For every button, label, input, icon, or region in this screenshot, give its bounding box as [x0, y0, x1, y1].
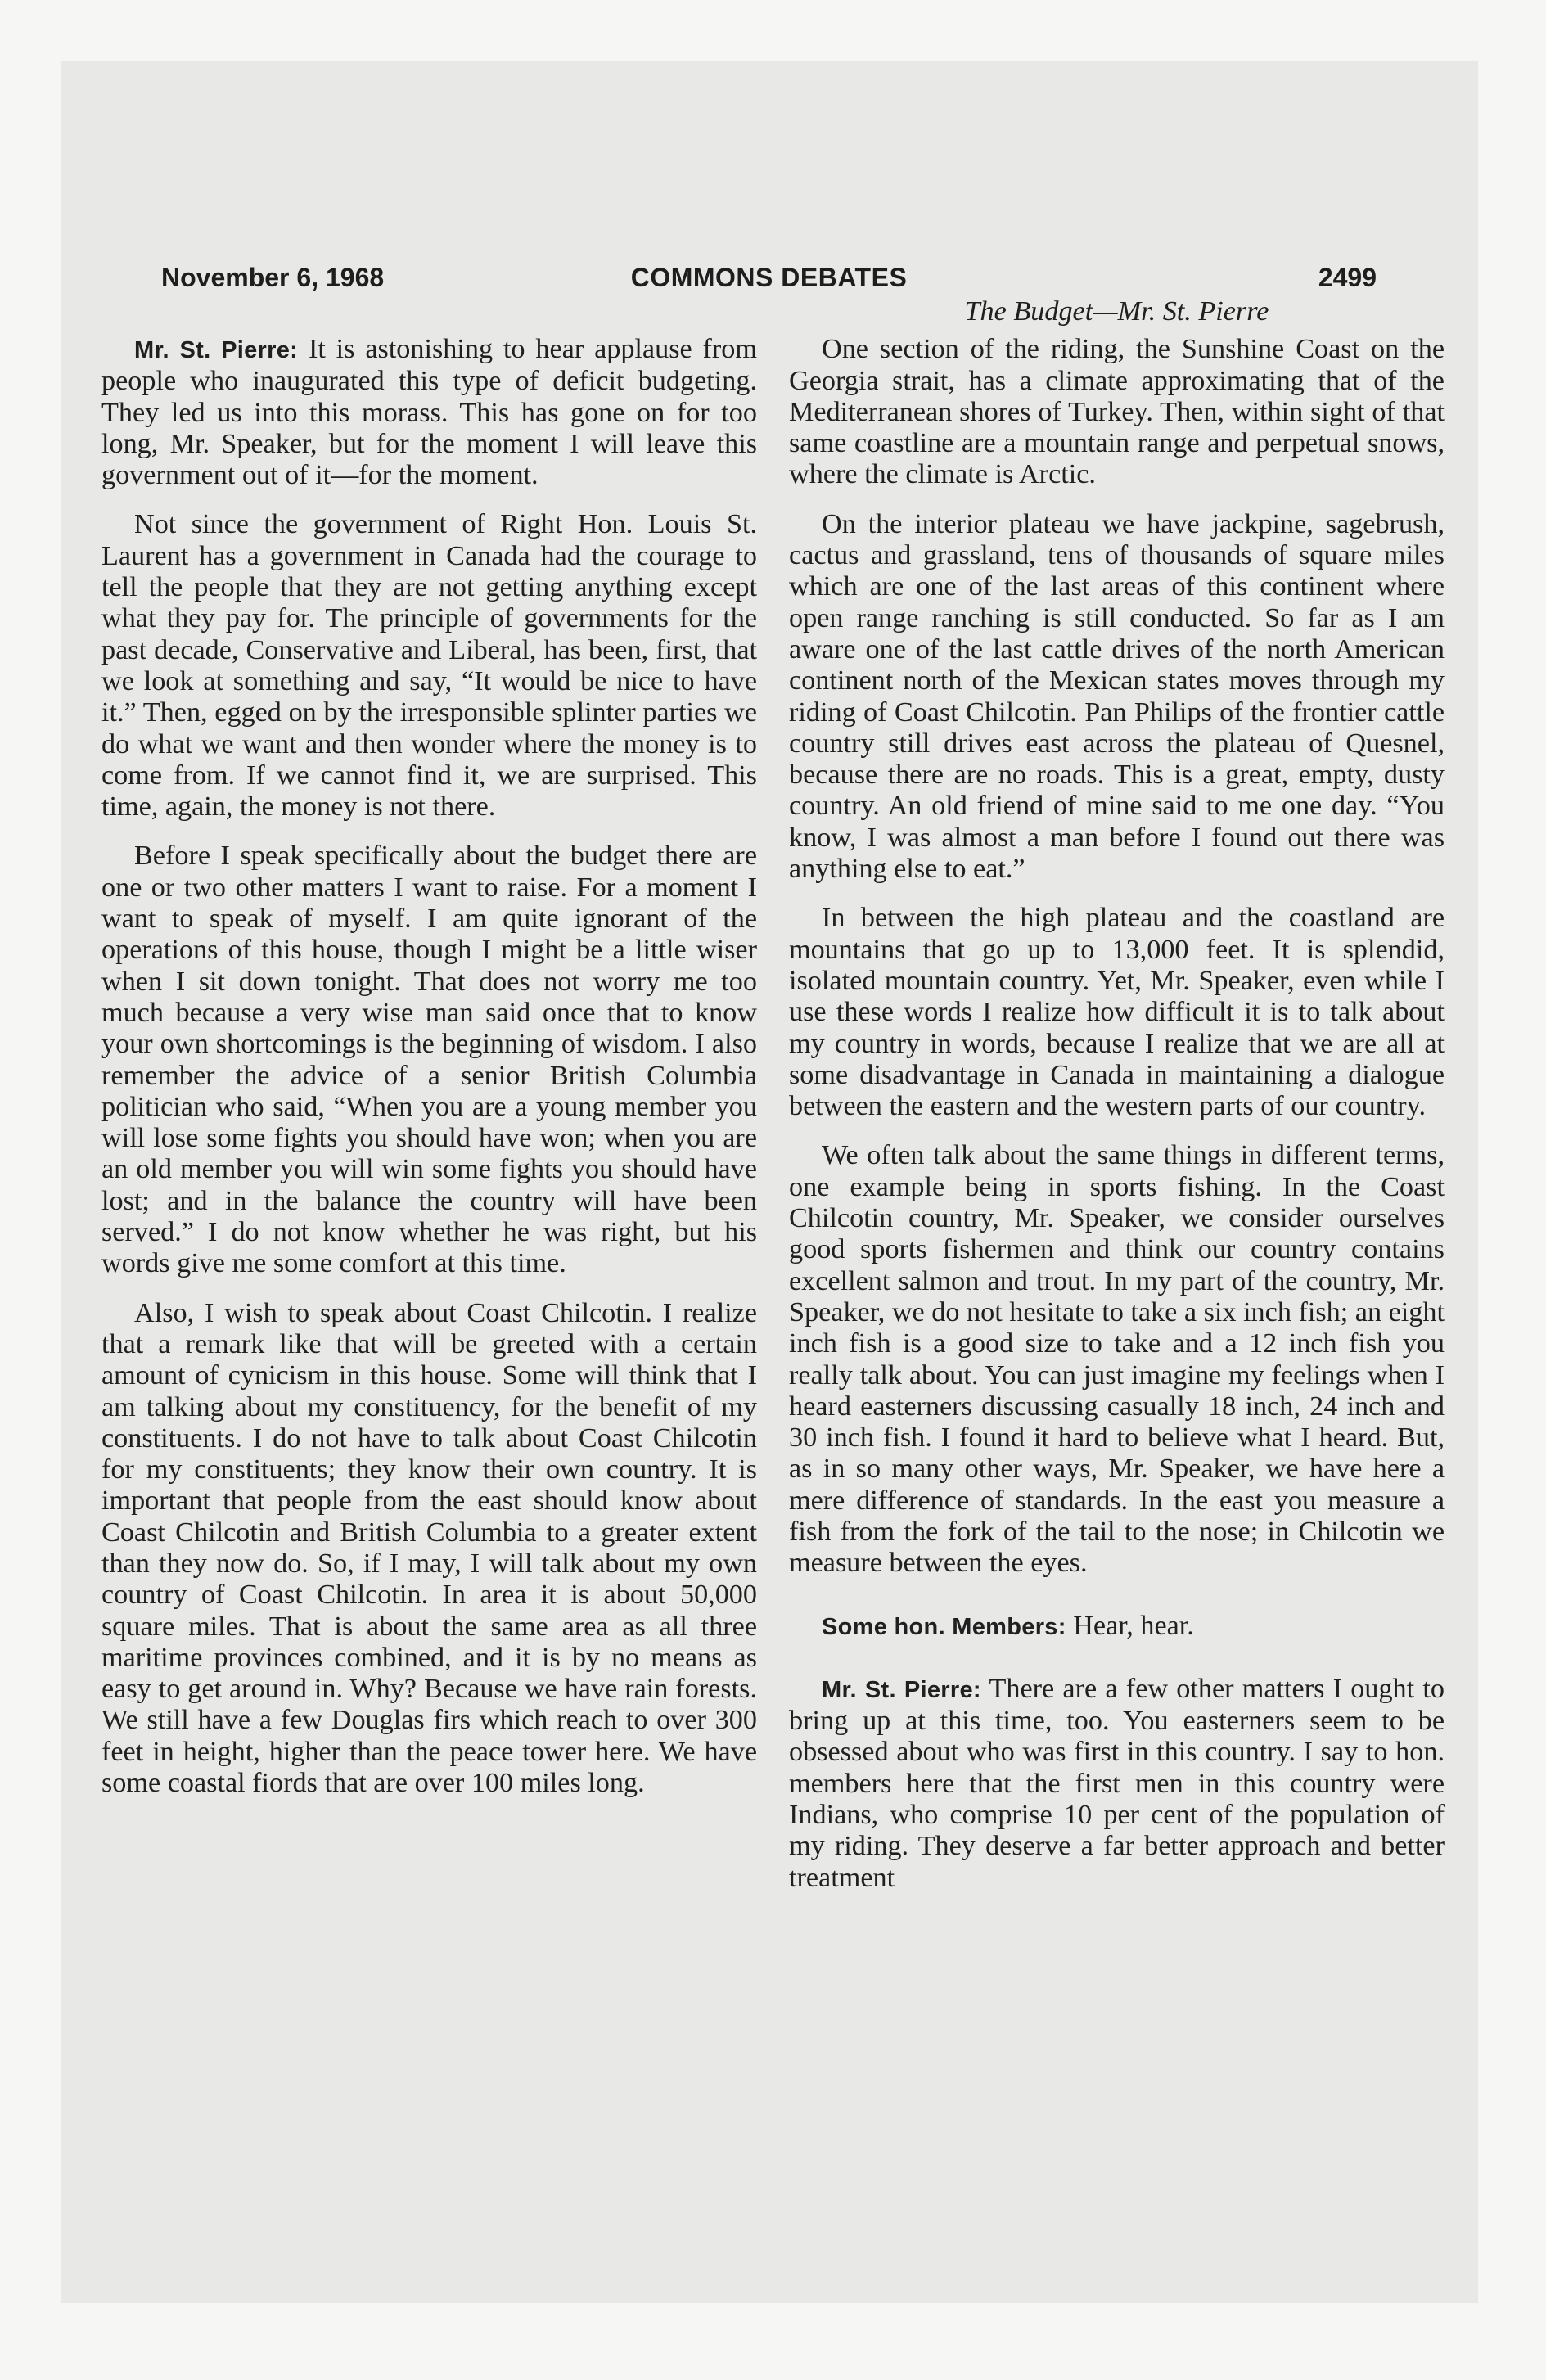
interjection — [789, 1611, 1445, 1643]
page-number: 2499 — [1318, 263, 1377, 292]
speech-text: There are a few other matters I ought to bring up at this time, too. You easterners seem to be obsessed about who was first in this country. I say to hon. members here that the first men in this country were Indians, who comprise 10 per cent of the population of my riding. They deserve a far better approach and better treatment — [789, 1673, 1445, 1893]
speaker-name: Mr. St. Pierre: — [134, 337, 299, 363]
speech-paragraph: We often talk about the same things in different terms, one example being in sports fishing. In the Coast Chilcotin country, Mr. Speaker, we consider ourselves good sports fishermen and think our country contains excellent salmon and trout. In my part of the country, Mr. Speaker, we do not hesitate to take a six inch fish; an eight inch fish is a good size to take and a 12 inch fish you really talk about. You can just imagine my feelings when I heard easterners discussing casually 18 inch, 24 inch and 30 inch fish. I found it hard to believe what I heard. But, as in so many other ways, Mr. Speaker, we have here a mere difference of standards. In the east you measure a fish from the fork of the tail to the nose; in Chilcotin we measure between the eyes. — [789, 1140, 1445, 1579]
right-column — [789, 296, 1445, 1912]
page — [61, 61, 1478, 2303]
speech-paragraph: Also, I wish to speak about Coast Chilcotin. I realize that a remark like that will be greeted with a certain amount of cynicism in this house. Some will think that I am talking about my constituency, for the benefit of my constituents. I do not have to talk about Coast Chilcotin for my constituents; they know their own country. It is important that people from the east should know about Coast Chilcotin and British Columbia to a greater extent than they now do. So, if I may, I will talk about my own country of Coast Chilcotin. In area it is about 50,000 square miles. That is about the same area as all three maritime provinces combined, and it is by no means as easy to get around in. Why? Because we have rain forests. We still have a few Douglas firs which reach to over 300 feet in height, higher than the peace tower here. We have some coastal fiords that are over 100 miles long. — [101, 1297, 757, 1799]
header-publication: COMMONS DEBATES — [630, 263, 908, 292]
interjection-text: Hear, hear. — [1073, 1610, 1194, 1641]
section-title: The Budget—Mr. St. Pierre — [964, 296, 1269, 327]
running-header — [161, 263, 1377, 297]
speaker-name: Mr. St. Pierre: — [822, 1676, 981, 1703]
left-column — [101, 296, 757, 1817]
speech-paragraph: Before I speak specifically about the budget there are one or two other matters I want to raise. For a moment I want to speak of myself. I am quite ignorant of the operations of this house, though I might be a little wiser when I sit down tonight. That does not worry me too much because a very wise man said once that to know your own shortcomings is the beginning of wisdom. I also remember the advice of a senior British Columbia politician who said, “When you are a young member you will lose some fights you should have won; when you are an old member you will win some fights you should have lost; and in the balance the country will have been served.” I do not know whether he was right, but his words give me some comfort at this time. — [101, 841, 757, 1279]
speech-text: It is astonishing to hear applause from people who inaugurated this type of deficit budgeting. They led us into this morass. This has gone on for too long, Mr. Speaker, but for the moment I will leave this government out of it—for the moment. — [101, 334, 757, 491]
speech-paragraph: In between the high plateau and the coastland are mountains that go up to 13,000 feet. It is splendid, isolated mountain country. Yet, Mr. Speaker, even while I use these words I realize how difficult it is to talk about my country in words, because I realize that we are all at some disadvantage in Canada in maintaining a dialogue between the eastern and the western parts of our country. — [789, 903, 1445, 1122]
speech-paragraph: One section of the riding, the Sunshine Coast on the Georgia strait, has a climate approximating that of the Mediterranean shores of Turkey. Then, within sight of that same coastline are a mountain range and perpetual snows, where the climate is Arctic. — [789, 334, 1445, 490]
speech-paragraph: Not since the government of Right Hon. Louis St. Laurent has a government in Canada had the courage to tell the people that they are not getting anything except what they pay for. The principle of governments for the past decade, Conservative and Liberal, has been, first, that we look at something and say, “It would be nice to have it.” Then, egged on by the irresponsible splinter parties we do what we want and then wonder where the money is to come from. If we cannot find it, we are surprised. This time, again, the money is not there. — [101, 509, 757, 823]
speech-paragraph: On the interior plateau we have jackpine, sagebrush, cactus and grassland, tens of thousands of square miles which are one of the last areas of this continent where open range ranching is still conducted. So far as I am aware one of the last cattle drives of the north American continent north of the Mexican states moves through my riding of Coast Chilcotin. Pan Philips of the frontier cattle country still drives east across the plateau of Quesnel, because there are no roads. This is a great, empty, dusty country. An old friend of mine said to me one day. “You know, I was almost a man before I found out there was anything else to eat.” — [789, 508, 1445, 885]
header-date: November 6, 1968 — [161, 263, 385, 292]
interjection-speaker: Some hon. Members: — [822, 1613, 1066, 1640]
speech-paragraph — [101, 334, 757, 491]
speech-paragraph — [789, 1674, 1445, 1894]
